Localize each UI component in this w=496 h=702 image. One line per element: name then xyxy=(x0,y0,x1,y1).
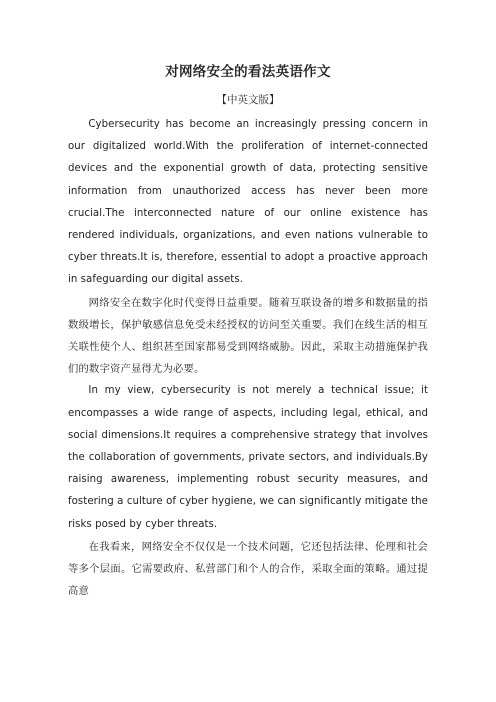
paragraph-chinese-2: 在我看来，网络安全不仅仅是一个技术问题，它还包括法律、伦理和社会等多个层面。它需要政府、私营部门和个人的合作，采取全面的策略。通过提高意 xyxy=(68,540,428,598)
paragraph-english-1: Cybersecurity has become an increasingly pressing concern in our digitalized world.With the proliferation of internet-connected devices and the exponential growth of data, protecting sensitive information from unauthorized access has never been more crucial.The interconnected nature of our online existence has rendered individuals, organizations, and even nations vulnerable to cyber threats.It is, therefore, essential to adopt a proactive approach in safeguarding our digital assets. xyxy=(68,119,428,286)
document-title: 对网络安全的看法英语作文 xyxy=(165,64,331,80)
document-subtitle: 【中英文版】 xyxy=(216,94,280,106)
paragraph-english-2: In my view, cybersecurity is not merely a technical issue; it encompasses a wide range of aspects, including legal, ethical, and social dimensions.It requires a comprehensive strategy that involves the collaboration of governments, private sectors, and individuals.By raising awareness, implementing robust security measures, and fostering a culture of cyber hygiene, we can significantly mitigate the risks posed by cyber threats. xyxy=(68,385,428,530)
paragraph-chinese-1: 网络安全在数字化时代变得日益重要。随着互联设备的增多和数据量的指数级增长，保护敏感信息免受未经授权的访问至关重要。我们在线生活的相互关联性使个人、组织甚至国家都易受到网络威胁。因此，采取主动措施保护我们的数字资产显得尤为必要。 xyxy=(68,296,428,376)
